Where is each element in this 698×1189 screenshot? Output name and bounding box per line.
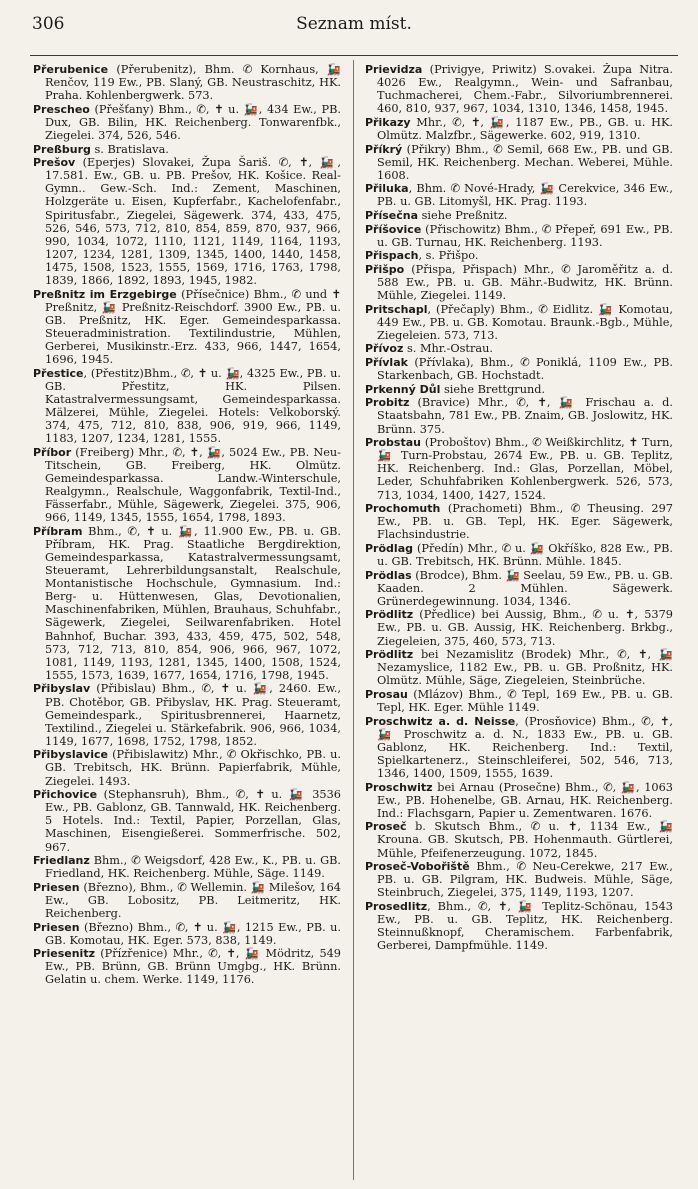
- gazetteer-entry: [365, 396, 673, 435]
- entry-headword: Prochomuth: [365, 502, 441, 516]
- gazetteer-entry: [33, 525, 341, 682]
- gazetteer-entry: [365, 569, 673, 608]
- entry-text: (Přísečnice) Bhm., ✆ und ✝ Preßnitz, 🚂 Preßnitz-Reischdorf. 3900 Ew., PB. u. GB. Preßnitz, HK. Eger. Gemeindesparkassa. Steueradministration. Textilindustrie, Mühlen, Gerberei, Musikinstr.-Erz. 433, 966, 1447, 1654, 1696, 1945.: [45, 287, 341, 367]
- gazetteer-entry: [365, 820, 673, 859]
- entry-headword: Přívoz: [365, 342, 404, 356]
- gazetteer-entry: [33, 788, 341, 853]
- entry-text: (Privigye, Priwitz) S.ovakei. Župa Nitra. 4026 Ew., Realgymn., Wein- und Safranbau, Tuchmacherei, Chem.-Fabr., Silvoriumbrennerei. 460, 810, 937, 967, 1034, 1310, 1346, 1458, 1945.: [377, 63, 673, 116]
- entry-text: Bhm., ✆ Weigsdorf, 428 Ew., K., PB. u. GB. Friedland, HK. Reichenberg. Mühle, Säge. 1149.: [45, 854, 341, 881]
- entry-headword: Prödlag: [365, 541, 413, 555]
- entry-text: Bhm., ✆, ✝ u. 🚂, 11.900 Ew., PB. u. GB. Příbram, HK. Prag. Staatliche Bergdirektion, Gemeindesparkassa, Katastralvermessungsamt, Steueramt, Lehrerbildungsanstalt, Realschule, Montanistische Hochschule, Gymnasium. Ind.: Berg- u. Hüttenwesen, Glas, Devotionalien, Maschinenfabriken, Mühlen, Brauhaus, Schuhfabr., Sägewerk, Ziegelei, Seilwarenfabriken. Hotel Bahnhof, Buchar. 393, 433, 459, 475, 502, 548, 573, 712, 713, 810, 854, 906, 966, 967, 1072, 1081, 1149, 1193, 1281, 1345, 1400, 1508, 1524, 1555, 1573, 1639, 1677, 1654, 1716, 1798, 1945.: [45, 524, 341, 682]
- entry-text: (Mlázov) Bhm., ✆ Tepl, 169 Ew., PB. u. GB. Tepl, HK. Eger. Mühle 1149.: [377, 687, 673, 714]
- entry-headword: Prkenný Důl: [365, 382, 441, 396]
- entry-headword: Přišpo: [365, 262, 405, 276]
- gazetteer-entry: [33, 103, 341, 142]
- gazetteer-entry: [33, 367, 341, 446]
- gazetteer-entry: [365, 223, 673, 249]
- gazetteer-entry: [33, 143, 341, 156]
- entry-headword: Prievidza: [365, 63, 423, 76]
- entry-text: (Stephansruh), Bhm., ✆, ✝ u. 🚂 3536 Ew., PB. Gablonz, GB. Tannwald, HK. Reichenberg. 5 Hotels. Ind.: Textil, Papier, Porzellan, Glas, Maschinen, Eisengießerei. Sommerfrische. 502, 967.: [45, 788, 341, 854]
- gazetteer-entry: [365, 436, 673, 501]
- page-header: [32, 14, 676, 40]
- entry-text: (Přikry) Bhm., ✆ Semil, 668 Ew., PB. und GB. Semil, HK. Reichenberg. Mechan. Weberei, Mühle. 1608.: [377, 142, 673, 182]
- gazetteer-entry: [33, 748, 341, 787]
- entry-headword: Probitz: [365, 396, 410, 410]
- entry-headword: Přísečna: [365, 209, 419, 223]
- entry-headword: Priesen: [33, 880, 80, 894]
- gazetteer-entry: [365, 542, 673, 568]
- gazetteer-entry: [365, 182, 673, 208]
- entry-headword: Friedlanz: [33, 854, 90, 868]
- right-column: [365, 63, 673, 1181]
- gazetteer-entry: [365, 781, 673, 820]
- entry-headword: Prödlitz: [365, 648, 414, 662]
- entry-headword: Priesenitz: [33, 947, 95, 961]
- entry-text: , s. Přišpo.: [418, 249, 479, 263]
- entry-text: siehe Preßnitz.: [418, 209, 508, 223]
- entry-text: (Freiberg) Mhr., ✆, ✝, 🚂, 5024 Ew., PB. Neu-Titschein, GB. Freiberg, HK. Olmütz. Gemeindesparkassa. Landw.-Winterschule, Realgymn., Realschule, Waggonfabrik, Textil-Ind., Fässerfabr., Mühle, Sägewerk, Ziegelei. 375, 906, 966, 1149, 1345, 1555, 1654, 1798, 1893.: [45, 445, 341, 525]
- gazetteer-entry: [365, 502, 673, 541]
- entry-text: (Přívlaka), Bhm., ✆ Poniklá, 1109 Ew., PB. Starkenbach, GB. Hochstadt.: [377, 356, 673, 383]
- entry-headword: Přichovice: [33, 788, 98, 802]
- gazetteer-entry: [365, 900, 673, 952]
- header-rule: [30, 55, 678, 56]
- column-divider: [353, 60, 354, 1180]
- gazetteer-entry: [365, 303, 673, 342]
- entry-text: (Přischowitz) Bhm., ✆ Přepeř, 691 Ew., PB. u. GB. Turnau, HK. Reichenberg. 1193.: [377, 222, 673, 249]
- left-column: [33, 63, 341, 1181]
- entry-text: siehe Brettgrund.: [440, 382, 546, 396]
- gazetteer-entry: [33, 854, 341, 880]
- entry-headword: Příbor: [33, 445, 72, 459]
- entry-text: (Březno) Bhm., ✆, ✝ u. 🚂, 1215 Ew., PB. u. GB. Komotau, HK. Eger. 573, 838, 1149.: [45, 920, 341, 947]
- entry-headword: Prosedlitz: [365, 899, 428, 913]
- entry-headword: Příkrý: [365, 142, 403, 156]
- gazetteer-entry: [33, 156, 341, 287]
- page-number: 306: [32, 14, 65, 34]
- entry-text: (Přešťany) Bhm., ✆, ✝ u. 🚂, 434 Ew., PB. Dux, GB. Bilin, HK. Reichenberg. Tonwarenfbk., Ziegelei. 374, 526, 546.: [45, 102, 341, 142]
- gazetteer-entry: [33, 288, 341, 367]
- entry-headword: Proseč-Vobořiště: [365, 860, 470, 874]
- gazetteer-entry: [365, 715, 673, 780]
- page-title: Seznam míst.: [296, 14, 412, 34]
- entry-text: (Prachometi) Bhm., ✆ Theusing. 297 Ew., PB. u. GB. Tepl, HK. Eger. Sägewerk, Flachsindustrie.: [377, 502, 673, 542]
- entry-text: (Přibislawitz) Mhr., ✆ Okřischko, PB. u. GB. Trebitsch, HK. Brünn. Papierfabrik, Mühle, Ziegelei. 1493.: [45, 748, 341, 788]
- entry-headword: Priesen: [33, 920, 80, 934]
- entry-text: , (Prosňovice) Bhm., ✆, ✝, 🚂 Proschwitz a. d. N., 1833 Ew., PB. u. GB. Gablonz, HK. Reichenberg. Ind.: Textil, Spielkartenerz., Steinschleiferei, 502, 546, 713, 1346, 1400, 1509, 1555, 1639.: [377, 714, 673, 780]
- gazetteer-entry: [365, 342, 673, 355]
- gazetteer-entry: [365, 263, 673, 302]
- entry-headword: Proschwitz: [365, 780, 433, 794]
- gazetteer-entry: [365, 608, 673, 647]
- entry-text: (Předín) Mhr., ✆ u. 🚂 Okříško, 828 Ew., PB. u. GB. Trebitsch, HK. Brünn. Mühle. 1845.: [377, 541, 673, 568]
- entry-headword: Příšovice: [365, 222, 422, 236]
- entry-headword: Preßburg: [33, 142, 91, 156]
- entry-text: , (Přestitz)Bhm., ✆, ✝ u. 🚂, 4325 Ew., PB. u. GB. Přestitz, HK. Pilsen. Katastralvermessungsamt, Gemeindesparkassa. Mälzerei, Mühle, Ziegelei. Hotels: Velkoborský. 374, 475, 712, 810, 838, 906, 919, 966, 1149, 1183, 1207, 1234, 1281, 1555.: [45, 366, 341, 446]
- entry-headword: Přívlak: [365, 356, 408, 370]
- entry-text: s. Mhr.-Ostrau.: [403, 342, 493, 356]
- gazetteer-entry: [33, 446, 341, 525]
- entry-text: (Březno), Bhm., ✆ Wellemin. 🚂 Milešov, 164 Ew., GB. Lobositz, PB. Leitmeritz, HK. Reichenberg.: [45, 880, 341, 920]
- gazetteer-entry: [365, 249, 673, 262]
- entry-headword: Preßnitz im Erzgebirge: [33, 287, 177, 301]
- entry-headword: Probstau: [365, 436, 421, 450]
- gazetteer-entry: [33, 947, 341, 986]
- gazetteer-entry: [365, 116, 673, 142]
- entry-headword: Proschwitz a. d. Neisse: [365, 714, 516, 728]
- entry-headword: Přibyslav: [33, 682, 91, 696]
- entry-headword: Prödlas: [365, 568, 412, 582]
- entry-text: , Bhm., ✆, ✝, 🚂 Teplitz-Schönau, 1543 Ew., PB. u. GB. Teplitz, HK. Reichenberg. Steinnußknopf, Cheramischem. Farbenfabrik, Gerberei, Dampfmühle. 1149.: [377, 899, 673, 953]
- gazetteer-entry: [365, 383, 673, 396]
- entry-headword: Příbram: [33, 524, 83, 538]
- gazetteer-entry: [33, 682, 341, 747]
- entry-text: s. Bratislava.: [90, 142, 169, 156]
- entry-text: , (Přečaply) Bhm., ✆ Eidlitz. 🚂 Komotau, 449 Ew., PB. u. GB. Komotau. Braunk.-Bgb., Mühle, Ziegeleien. 573, 713.: [377, 302, 673, 342]
- entry-text: (Proboštov) Bhm., ✆ Weißkirchlitz, ✝ Turn, 🚂 Turn-Probstau, 2674 Ew., PB. u. GB. Teplitz, HK. Reichenberg. Ind.: Glas, Porzellan, Möbel, Leder, Schuhfabriken Kohlenbergwerk. 526, 573, 713, 1034, 1400, 1427, 1524.: [377, 436, 673, 502]
- entry-text: Bhm., ✆ Neu-Cerekwe, 217 Ew., PB. u. GB. Pilgram, HK. Budweis. Mühle, Säge, Steinbruch, Ziegelei, 375, 1149, 1193, 1207.: [377, 860, 673, 900]
- entry-text: (Brodce), Bhm. 🚂 Seelau, 59 Ew., PB. u. GB. Kaaden. 2 Mühlen. Sägewerk. Grünerdegewinnung. 1034, 1346.: [377, 568, 673, 608]
- gazetteer-entry: [365, 143, 673, 182]
- gazetteer-entry: [365, 688, 673, 714]
- entry-headword: Prescheo: [33, 102, 90, 116]
- entry-text: b. Skutsch Bhm., ✆ u. ✝, 1134 Ew., 🚂 Krouna. GB. Skutsch, PB. Hohenmauth. Gürtlerei, Mühle, Pfeifenerzeugung. 1072, 1845.: [377, 820, 673, 860]
- entry-headword: Přikazy: [365, 115, 411, 129]
- entry-text: , Bhm. ✆ Nové-Hrady, 🚂 Cerekvice, 346 Ew., PB. u. GB. Litomyšl, HK. Prag. 1193.: [377, 182, 673, 209]
- entry-text: (Bravice) Mhr., ✆, ✝, 🚂 Frischau a. d. Staatsbahn, 781 Ew., PB. Znaim, GB. Joslowitz, HK. Brünn. 375.: [377, 396, 673, 436]
- entry-text: (Přibislau) Bhm., ✆, ✝ u. 🚂, 2460. Ew., PB. Chotěbor, GB. Přibyslav, HK. Prag. Steueramt, Gemeindespark., Spiritusbrennerei, Haarnetz, Textilind., Ziegelei u. Stärkefabrik. 906, 966, 1034, 1149, 1677, 1698, 1752, 1798, 1852.: [45, 682, 341, 748]
- entry-text: (Přerubenitz), Bhm. ✆ Kornhaus, 🚂 Renčov, 119 Ew., PB. Slaný, GB. Neustraschitz, HK. Praha. Kohlenbergwerk. 573.: [45, 63, 341, 103]
- entry-headword: Přestice: [33, 366, 84, 380]
- entry-text: (Eperjes) Slovakei, Župa Šariš. ✆, ✝, 🚂, 17.581. Ew., GB. u. PB. Prešov, HK. Košice. Real-Gymn.. Gew.-Sch. Ind.: Zement, Maschinen, Holzgeräte u. Eisen, Kupferfabr., Kachelofenfabr., Spiritusfabr., Ziegelei, Sägewerk. 374, 433, 475, 526, 546, 573, 712, 810, 854, 859, 870, 937, 966, 990, 1034, 1072, 1110, 1121, 1149, 1164, 1193, 1207, 1234, 1281, 1309, 1345, 1400, 1440, 1458, 1475, 1508, 1523, 1555, 1569, 1716, 1763, 1798, 1839, 1866, 1892, 1893, 1945, 1982.: [45, 156, 341, 287]
- entry-headword: Přerubenice: [33, 63, 109, 76]
- entry-text: Mhr., ✆, ✝, 🚂, 1187 Ew., PB., GB. u. HK. Olmütz. Malzfbr., Sägewerke. 602, 919, 1310.: [377, 115, 673, 142]
- gazetteer-entry: [365, 356, 673, 382]
- gazetteer-entry: [365, 63, 673, 115]
- gazetteer-entry: [33, 63, 341, 102]
- entry-text: bei Nezamislitz (Brodek) Mhr., ✆, ✝, 🚂 Nezamyslice, 1182 Ew., PB. u. GB. Proßnitz, HK. Olmütz. Mühle, Säge, Ziegeleien, Steinbrüche.: [377, 648, 673, 688]
- gazetteer-entry: [365, 860, 673, 899]
- entry-headword: Přispach: [365, 249, 419, 263]
- entry-headword: Přiluka: [365, 182, 409, 196]
- gazetteer-entry: [365, 648, 673, 687]
- entry-text: (Přízřenice) Mhr., ✆, ✝, 🚂 Mödritz, 549 Ew., PB. Brünn, GB. Brünn Umgbg., HK. Brünn. Gelatin u. chem. Werke. 1149, 1176.: [45, 947, 341, 987]
- entry-text: bei Arnau (Prosečne) Bhm., ✆, 🚂, 1063 Ew., PB. Hohenelbe, GB. Arnau, HK. Reichenberg. Ind.: Flachsgarn, Papier u. Zementwaren. 1676.: [377, 780, 673, 820]
- entry-headword: Proseč: [365, 820, 407, 834]
- entry-headword: Prosau: [365, 687, 408, 701]
- entry-headword: Přibyslavice: [33, 748, 108, 762]
- entry-headword: Prešov: [33, 156, 76, 170]
- gazetteer-entry: [33, 881, 341, 920]
- gazetteer-entry: [365, 209, 673, 222]
- entry-headword: Pritschapl: [365, 302, 428, 316]
- gazetteer-entry: [33, 921, 341, 947]
- entry-text: (Přispa, Přispach) Mhr., ✆ Jaroměřitz a. d. 588 Ew., PB. u. GB. Mähr.-Budwitz, HK. Brünn. Mühle, Ziegelei. 1149.: [377, 262, 673, 303]
- entry-text: (Předlice) bei Aussig, Bhm., ✆ u. ✝, 5379 Ew., PB. u. GB. Aussig, HK. Reichenberg. Brkbg., Ziegeleien, 375, 460, 573, 713.: [377, 608, 673, 648]
- entry-headword: Prödlitz: [365, 608, 414, 622]
